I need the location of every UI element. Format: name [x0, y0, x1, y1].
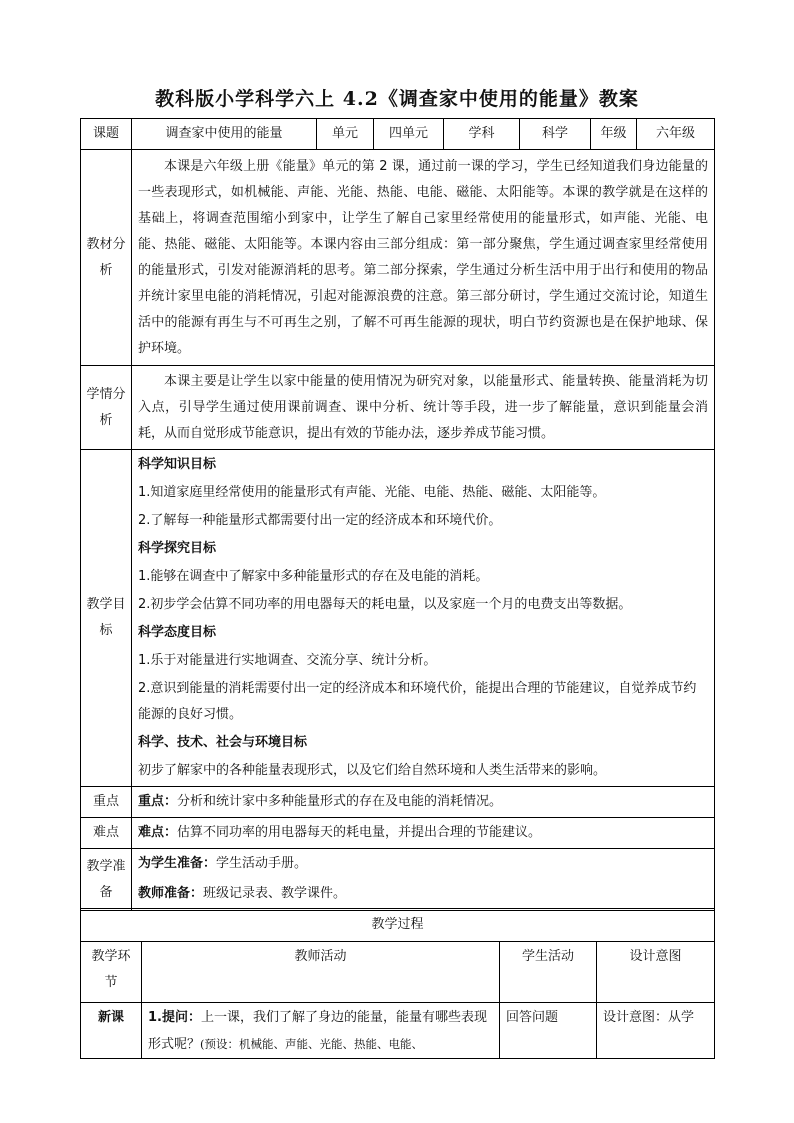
inquiry-item-2: 2.初步学会估算不同功率的用电器每天的耗电量，以及家庭一个月的电费支出等数据。: [138, 597, 632, 612]
subject-label: 学科: [444, 119, 520, 150]
col-student: 学生活动: [500, 942, 597, 1003]
row1-teacher: [142, 1003, 500, 1059]
topic-label: 课题: [81, 119, 132, 150]
stse-item-1: 初步了解家中的各种能量表现形式，以及它们给自然环境和人类生活带来的影响。: [138, 763, 607, 778]
key-row: [81, 787, 715, 818]
knowledge-item-2: 2.了解每一种能量形式都需要付出一定的经济成本和环境代价。: [138, 513, 502, 528]
analysis-label: 教材分析: [81, 150, 132, 366]
difficult-prefix: 难点：: [138, 825, 178, 840]
prep-content: [132, 849, 715, 911]
attitude-item-2: 2.意识到能量的消耗需要付出一定的经济成本和环境代价，能提出合理的节能建议，自觉养成节约能源的良好习惯。: [138, 681, 697, 722]
key-prefix: 重点：: [138, 794, 178, 809]
learner-row: [81, 366, 715, 450]
attitude-item-1: 1.乐于对能量进行实地调查、交流分享、统计分析。: [138, 653, 437, 668]
col-design: 设计意图: [597, 942, 715, 1003]
learner-text: 本课主要是让学生以家中能量的使用情况为研究对象，以能量形式、能量转换、能量消耗为切入点，引导学生通过使用课前调查、课中分析、统计等手段，进一步了解能量，意识到能量会消耗，从而自觉形成节能意识，提出有效的节能办法，逐步养成节能习惯。: [132, 366, 715, 450]
key-content: [132, 787, 715, 818]
analysis-row: [81, 150, 715, 366]
lesson-info-table: [80, 118, 715, 911]
process-heading-row: [81, 909, 715, 942]
document-title: 教科版小学科学六上 4.2《调查家中使用的能量》教案: [155, 88, 639, 110]
prep-student-text: 学生活动手册。: [216, 856, 308, 871]
row1-stage: 新课: [81, 1003, 142, 1059]
process-table: [80, 908, 715, 1059]
attitude-heading: 科学态度目标: [138, 625, 217, 640]
inquiry-item-1: 1.能够在调查中了解家中多种能量形式的存在及电能的消耗。: [138, 569, 489, 584]
unit-value: 四单元: [374, 119, 444, 150]
prep-student-prefix: 为学生准备：: [138, 856, 217, 871]
process-heading: 教学过程: [81, 909, 715, 942]
prep-teacher: [138, 881, 708, 907]
header-row: [81, 119, 715, 150]
row1-teacher-note: (预设：机械能、声能、光能、热能、电能、: [200, 1037, 423, 1051]
stse-heading: 科学、技术、社会与环境目标: [138, 735, 308, 750]
process-columns-row: [81, 942, 715, 1003]
goals-content: [132, 450, 715, 787]
topic-value: 调查家中使用的能量: [132, 119, 317, 150]
inquiry-heading: 科学探究目标: [138, 541, 217, 556]
prep-row: [81, 849, 715, 911]
grade-label: 年级: [591, 119, 637, 150]
row1-teacher-prefix: 1.提问：: [148, 1010, 201, 1025]
difficult-label: 难点: [81, 818, 132, 849]
row1-student: 回答问题: [500, 1003, 597, 1059]
knowledge-heading: 科学知识目标: [138, 457, 217, 472]
grade-value: 六年级: [637, 119, 715, 150]
col-stage: 教学环节: [81, 942, 142, 1003]
goals-label: 教学目标: [81, 450, 132, 787]
row1-design: 设计意图：从学: [597, 1003, 715, 1059]
col-teacher: 教师活动: [142, 942, 500, 1003]
prep-label: 教学准备: [81, 849, 132, 911]
analysis-text: 本课是六年级上册《能量》单元的第 2 课，通过前一课的学习，学生已经知道我们身边能量的一些表现形式，如机械能、声能、光能、热能、电能、磁能、太阳能等。本课的教学就是在这样的基础上，将调查范围缩小到家中，让学生了解自己家里经常使用的能量形式，如声能、光能、电能、热能、磁能、太阳能等。本课内容由三部分组成：第一部分聚焦，学生通过调查家里经常使用的能量形式，引发对能源消耗的思考。第二部分探索，学生通过分析生活中用于出行和使用的物品并统计家里电能的消耗情况，引起对能源浪费的注意。第三部分研讨，学生通过交流讨论，知道生活中的能源有再生与不可再生之别，了解不可再生能源的现状，明白节约资源也是在保护地球、保护环境。: [132, 150, 715, 366]
prep-teacher-text: 班级记录表、教学课件。: [203, 886, 347, 901]
key-text: 分析和统计家中多种能量形式的存在及电能的消耗情况。: [177, 794, 503, 809]
prep-teacher-prefix: 教师准备：: [138, 886, 204, 901]
goals-row: [81, 450, 715, 787]
row1-teacher-text: 上一课，我们了解了身边的能量，能量有哪些表现形式呢？: [148, 1010, 487, 1052]
difficult-text: 估算不同功率的用电器每天的耗电量，并提出合理的节能建议。: [177, 825, 542, 840]
learner-label: 学情分析: [81, 366, 132, 450]
difficult-row: [81, 818, 715, 849]
key-label: 重点: [81, 787, 132, 818]
unit-label: 单元: [317, 119, 374, 150]
difficult-content: [132, 818, 715, 849]
process-row-1: [81, 1003, 715, 1059]
prep-student: [138, 851, 708, 877]
knowledge-item-1: 1.知道家庭里经常使用的能量形式有声能、光能、电能、热能、磁能、太阳能等。: [138, 485, 606, 500]
subject-value: 科学: [520, 119, 591, 150]
